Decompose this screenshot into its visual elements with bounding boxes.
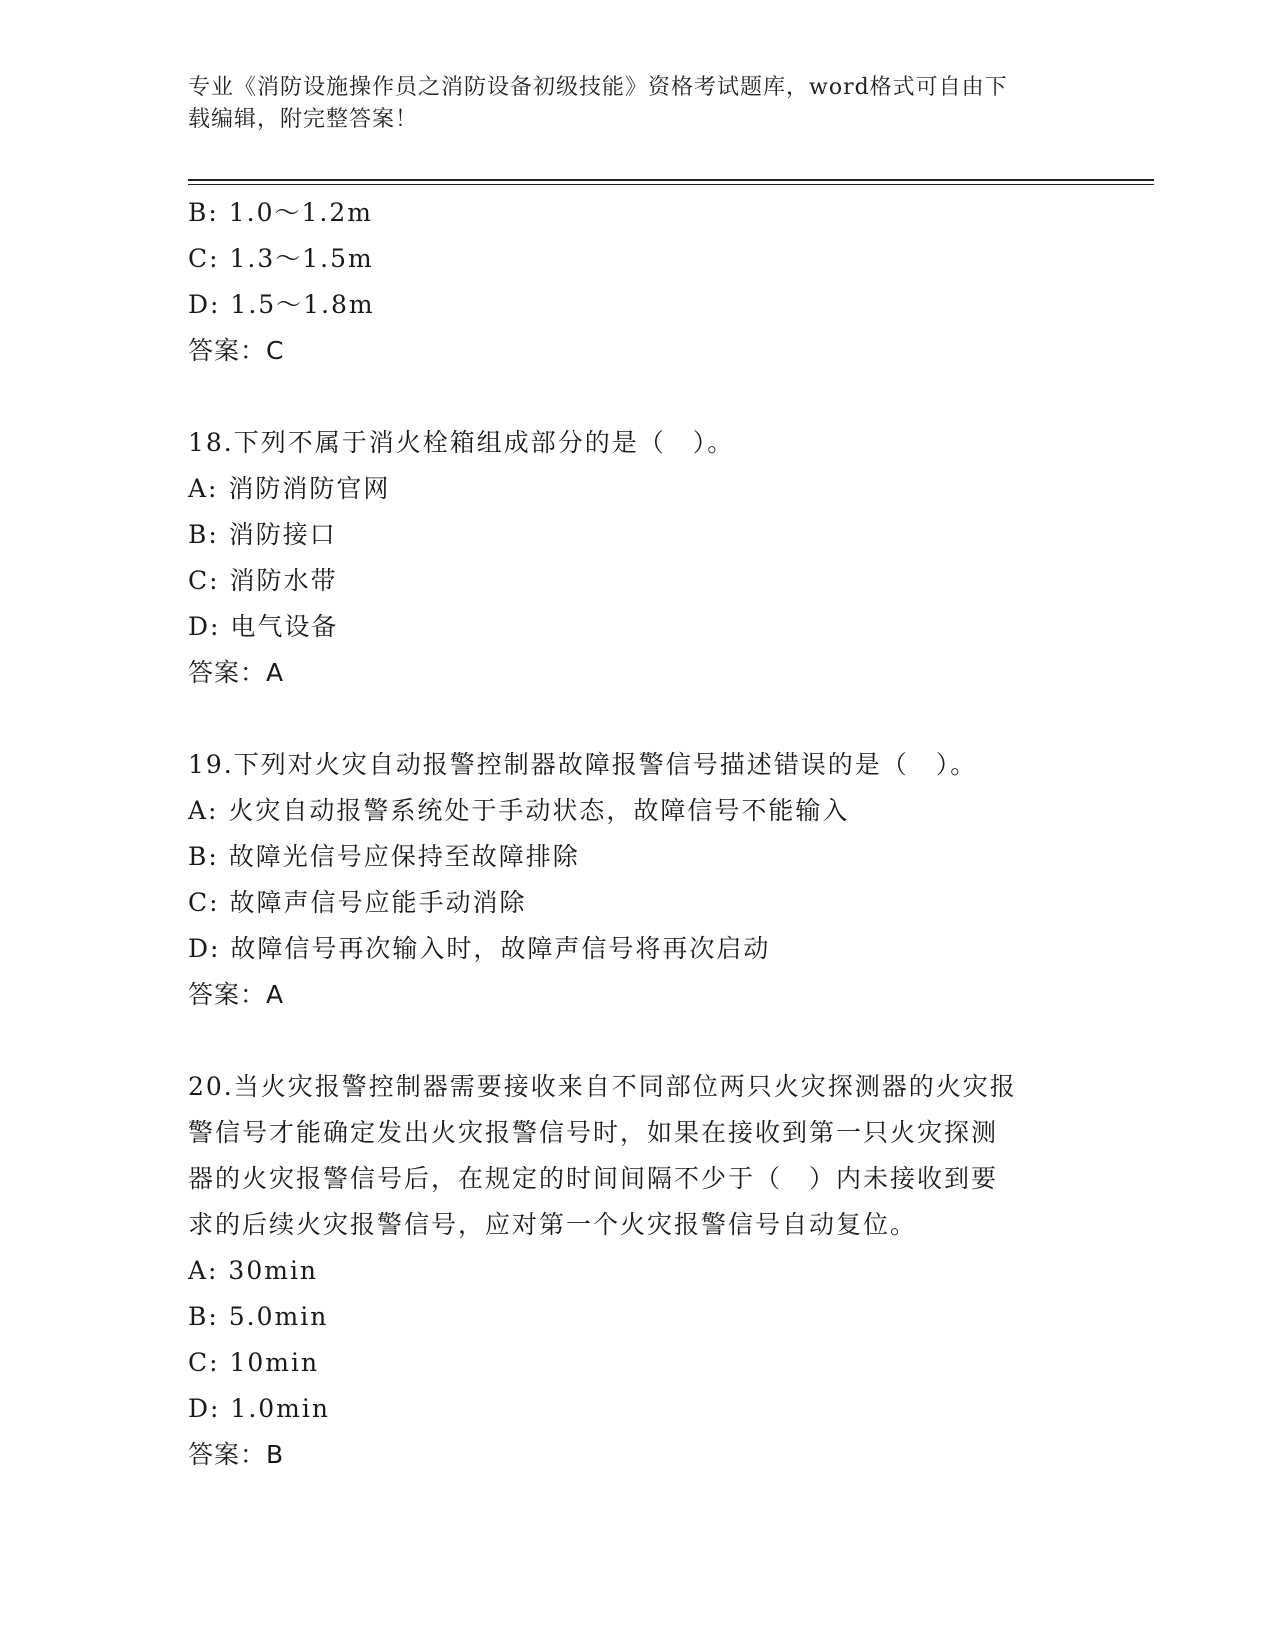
question-content: [188, 190, 1088, 1478]
option-a: A: 火灾自动报警系统处于手动状态，故障信号不能输入: [188, 796, 850, 825]
option-c: C: 1.3～1.5m: [188, 244, 374, 273]
question-stem: 19.下列对火灾自动报警控制器故障报警信号描述错误的是（ ）。: [188, 750, 978, 779]
option-b: B: 消防接口: [188, 520, 337, 549]
option-c: C: 消防水带: [188, 566, 338, 595]
header-line-2: 载编辑，附完整答案！: [188, 107, 419, 132]
question-18: [188, 420, 1088, 696]
spacer: [188, 374, 1088, 420]
option-a: A: 消防消防官网: [188, 474, 391, 503]
option-d: D: 故障信号再次输入时，故障声信号将再次启动: [188, 934, 771, 963]
spacer: [188, 696, 1088, 742]
option-c: C: 故障声信号应能手动消除: [188, 888, 527, 917]
question-stem: 18.下列不属于消火栓箱组成部分的是（ ）。: [188, 428, 735, 457]
question-20: [188, 1064, 1088, 1478]
option-b: B: 1.0～1.2m: [188, 198, 373, 227]
answer-line: 答案：B: [188, 1440, 285, 1469]
option-b: B: 故障光信号应保持至故障排除: [188, 842, 580, 871]
option-a: A: 30min: [188, 1256, 319, 1285]
document-header: [188, 72, 1068, 136]
header-line-1: 专业《消防设施操作员之消防设备初级技能》资格考试题库，word格式可自由下: [188, 75, 1008, 100]
question-stem-line-1: 20.当火灾报警控制器需要接收来自不同部位两只火灾探测器的火灾报: [188, 1072, 1017, 1101]
question-stem-line-2: 警信号才能确定发出火灾报警信号时，如果在接收到第一只火灾探测: [188, 1118, 999, 1147]
question-19: [188, 742, 1088, 1018]
question-stem-line-3: 器的火灾报警信号后，在规定的时间间隔不少于（ ）内未接收到要: [188, 1164, 999, 1193]
prev-question-block: [188, 190, 1088, 374]
answer-line: 答案：A: [188, 980, 285, 1009]
header-rule-thick: [188, 179, 1154, 181]
option-d: D: 1.0min: [188, 1394, 330, 1423]
option-d: D: 1.5～1.8m: [188, 290, 375, 319]
option-c: C: 10min: [188, 1348, 320, 1377]
question-stem-line-4: 求的后续火灾报警信号，应对第一个火灾报警信号自动复位。: [188, 1210, 918, 1239]
answer-line: 答案：A: [188, 658, 285, 687]
header-rule-thin: [188, 184, 1154, 185]
answer-line: 答案：C: [188, 336, 285, 365]
option-d: D: 电气设备: [188, 612, 339, 641]
option-b: B: 5.0min: [188, 1302, 329, 1331]
spacer: [188, 1018, 1088, 1064]
